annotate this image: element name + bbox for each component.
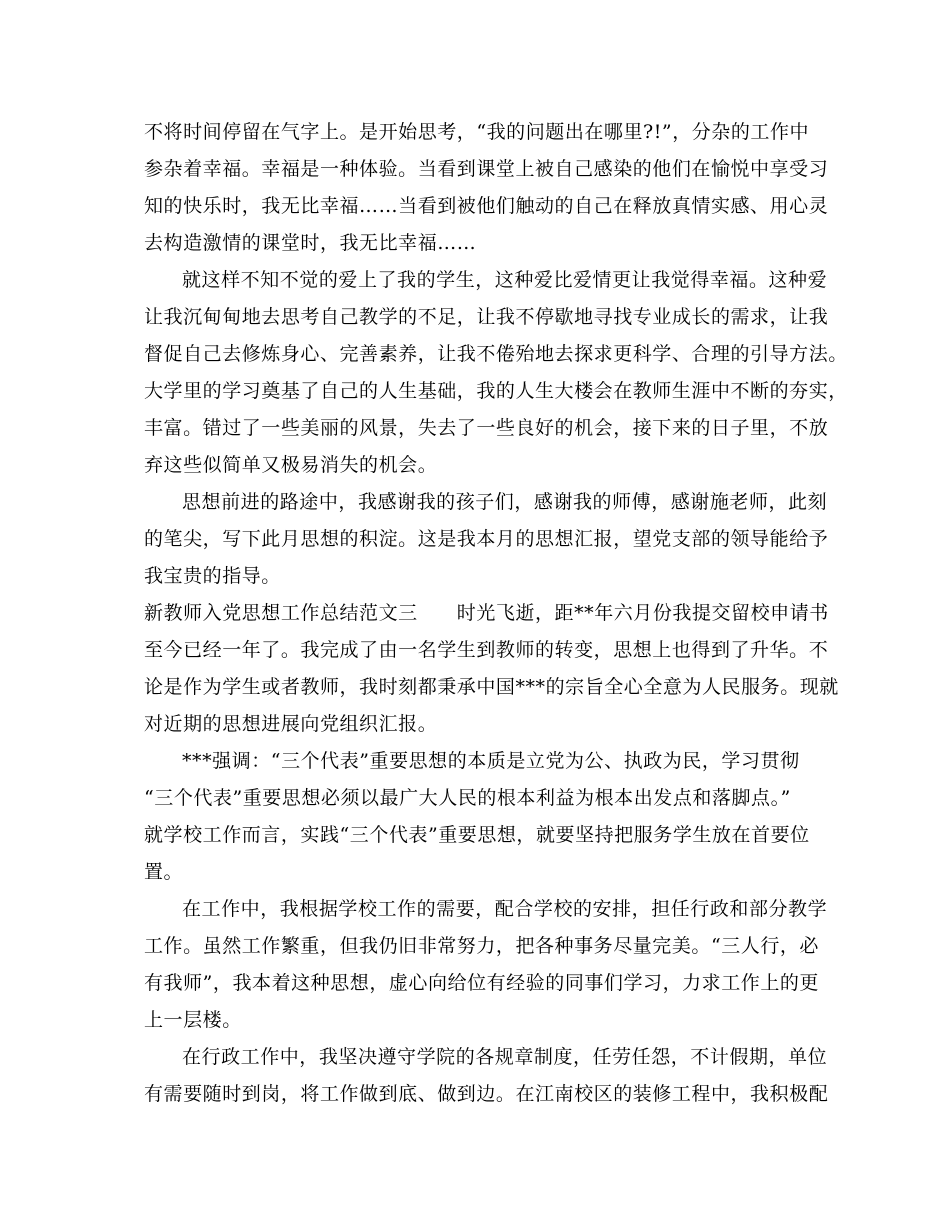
text-line: 丰富。错过了一些美丽的风景，失去了一些良好的机会，接下来的日子里，不放 (144, 417, 829, 439)
paragraph-first-line: ***强调：“三个代表”重要思想的本质是立党为公、执政为民，学习贯彻 (182, 750, 800, 772)
text-line: 让我沉甸甸地去思考自己教学的不足，让我不停歇地寻找专业成长的需求，让我 (144, 306, 829, 328)
text-line: 工作。虽然工作繁重，但我仍旧非常努力，把各种事务尽量完美。“三人行，必 (144, 935, 819, 957)
text-line: 有需要随时到岗，将工作做到底、做到边。在江南校区的装修工程中，我积极配 (144, 1083, 829, 1105)
paragraph-first-line: 在工作中，我根据学校工作的需要，配合学校的安排，担任行政和部分教学 (182, 898, 828, 920)
text-line: 不将时间停留在气字上。是开始思考，“我的问题出在哪里?!”，分杂的工作中 (144, 121, 810, 143)
text-line: 上一层楼。 (144, 1009, 242, 1031)
text-line: 我宝贵的指导。 (144, 565, 281, 587)
text-line: 至今已经一年了。我完成了由一名学生到教师的转变，思想上也得到了升华。不 (144, 639, 829, 661)
paragraph-first-line: 在行政工作中，我坚决遵守学院的各规章制度，任劳任怨，不计假期，单位 (182, 1046, 828, 1068)
text-line: 论是作为学生或者教师，我时刻都秉承中国***的宗旨全心全意为人民服务。现就 (144, 676, 839, 698)
text-line: 知的快乐时，我无比幸福……当看到被他们触动的自己在释放真情实感、用心灵 (144, 195, 829, 217)
section-title-line: 新教师入党思想工作总结范文三 时光飞逝，距**年六月份我提交留校申请书 (144, 602, 829, 624)
text-line: 置。 (144, 861, 184, 883)
text-line: “三个代表”重要思想必须以最广大人民的根本利益为根本出发点和落脚点。” (144, 787, 791, 809)
text-line: 弃这些似简单又极易消失的机会。 (144, 454, 438, 476)
text-line: 去构造激情的课堂时，我无比幸福…… (144, 232, 477, 254)
text-line: 督促自己去修炼身心、完善素养，让我不倦殆地去探求更科学、合理的引导方法。 (144, 343, 848, 365)
text-line: 对近期的思想进展向党组织汇报。 (144, 713, 438, 735)
paragraph-first-line: 就这样不知不觉的爱上了我的学生，这种爱比爱情更让我觉得幸福。这种爱 (182, 269, 828, 291)
text-line: 就学校工作而言，实践“三个代表”重要思想，就要坚持把服务学生放在首要位 (144, 824, 810, 846)
paragraph-first-line: 思想前进的路途中，我感谢我的孩子们，感谢我的师傅，感谢施老师，此刻 (182, 491, 828, 513)
text-line: 有我师”，我本着这种思想，虚心向给位有经验的同事们学习，力求工作上的更 (144, 972, 819, 994)
text-line: 的笔尖，写下此月思想的积淀。这是我本月的思想汇报，望党支部的领导能给予 (144, 528, 829, 550)
text-line: 大学里的学习奠基了自己的人生基础，我的人生大楼会在教师生涯中不断的夯实， (144, 380, 848, 402)
text-line: 参杂着幸福。幸福是一种体验。当看到课堂上被自己感染的他们在愉悦中享受习 (144, 158, 829, 180)
